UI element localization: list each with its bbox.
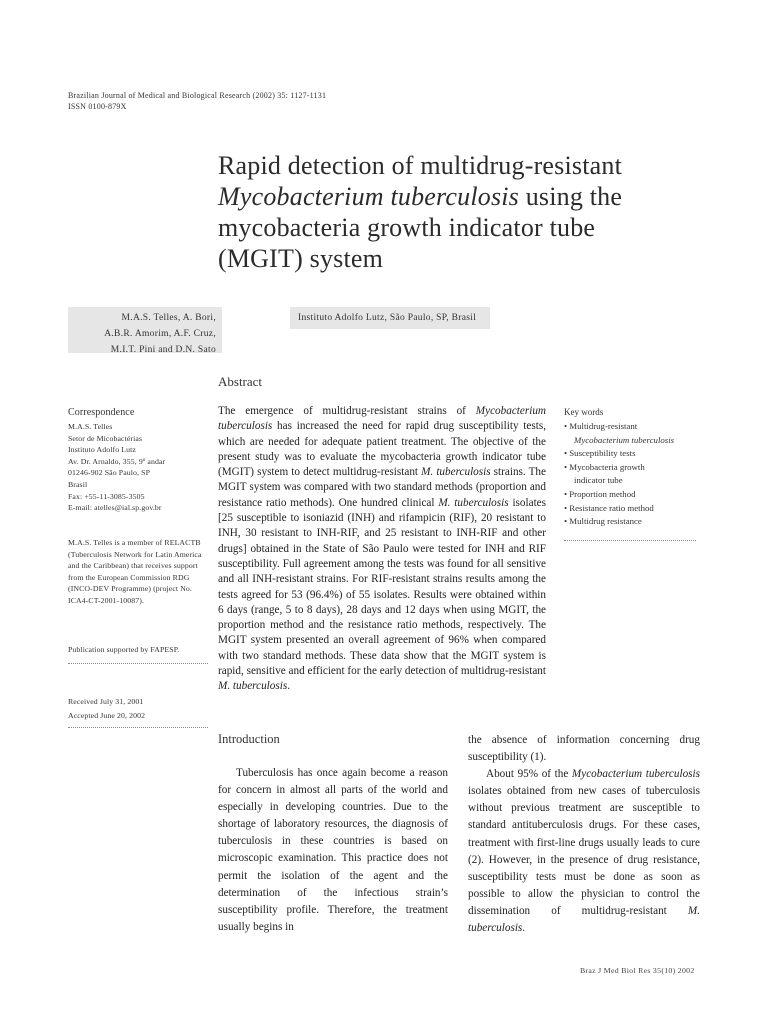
correspondence-address (68, 421, 208, 514)
keyword-item: • Mycobacteria growth (564, 461, 645, 472)
correspondence-line: Instituto Adolfo Lutz (68, 445, 136, 455)
keywords-divider-dots (564, 540, 696, 542)
intro-part: isolates obtained from new cases of tuberculosis without previous treatment are susceptible to standard antituberculosis drugs. For these cases, treatment with first-line drugs usually leads to cure (2). However, in the presence of drug resistance, susceptibility tests must be done as soon as possible to allow the physician to control the dissemination of multidrug-resistant (468, 785, 700, 917)
abstract-text (218, 404, 546, 695)
accepted-date: Accepted June 20, 2002 (68, 710, 146, 720)
intro-italic: M. tuberculosis (468, 904, 700, 935)
divider-dots (68, 663, 208, 665)
correspondence-line: Setor de Micobactérias (68, 433, 143, 443)
dates (68, 696, 208, 721)
keyword-item (564, 434, 714, 448)
authors (68, 310, 216, 358)
keyword-item: • Proportion method (564, 488, 636, 499)
relactb-note: M.A.S. Telles is a member of RELACTB (Tuberculosis Network for Latin America and the Caribbean) that receives support from the European Commission RDG (INCO-DEV Programme) (project No. ICA4-CT-2001-10087). (68, 538, 202, 605)
title-species: Mycobacterium tuberculosis (218, 182, 520, 211)
correspondence-line: Brasil (68, 479, 88, 489)
divider-dots (68, 727, 208, 729)
abstract-part: isolates [25 susceptible to isoniazid (INH) and rifampicin (RIF), 20 resistant to INH, 30 resistant to INH-RIF, and 25 resistant to INH-RIF and other drugs] obtained in the State of São Paulo were tested for INH and RIF susceptibility. Full agreement among the tests was found for all sensitive and all INH-resistant strains. For RIF-resistant strains results among the tests agreed for 53 (96.4%) of 55 isolates. Results were obtained within 6 days (range, 5 to 8 days), 28 days and 12 days when using MGIT, the proportion method and the resistance ratio methods, respectively. The MGIT system presented an overall agreement of 96% when compared with two standard methods. These data show that the MGIT system is rapid, sensitive and efficient for the early detection of multidrug-resistant (218, 496, 546, 678)
keyword-item: • Susceptibility tests (564, 448, 636, 459)
abstract-heading: Abstract (218, 374, 263, 389)
article-title (218, 150, 718, 274)
issn: ISSN 0100-879X (68, 102, 127, 111)
correspondence-line: 01246-902 São Paulo, SP (68, 468, 151, 478)
abstract-italic: M. tuberculosis (218, 680, 288, 693)
abstract-part: The emergence of multidrug-resistant strains of (218, 405, 476, 417)
title-line-3: mycobacteria growth indicator tube (218, 213, 596, 242)
title-line-2 (218, 181, 718, 212)
introduction-column-2 (468, 732, 700, 937)
correspondence-line: Av. Dr. Arnaldo, 355, 9º andar (68, 456, 166, 466)
keyword-item: indicator tube (574, 475, 623, 486)
keyword-italic: Mycobacterium tuberculosis (574, 434, 675, 445)
correspondence-heading: Correspondence (68, 407, 135, 418)
correspondence-line: Fax: +55-11-3085-3505 (68, 491, 145, 501)
received-date: Received July 31, 2001 (68, 697, 144, 706)
introduction-heading: Introduction (218, 732, 280, 746)
fapesp-note: Publication supported by FAPESP. (68, 645, 180, 654)
keywords-heading: Key words (564, 407, 604, 417)
keyword-item: • Resistance ratio method (564, 502, 654, 513)
abstract-part: strains. The MGIT system was compared with two standard methods (proportion and resistance ratio methods). One hundred clinical (218, 466, 546, 509)
institution: Instituto Adolfo Lutz, São Paulo, SP, Brasil (298, 313, 477, 323)
keyword-item: • Multidrug-resistant (564, 421, 638, 431)
authors-line-3: M.I.T. Pini and D.N. Sato (110, 345, 216, 355)
intro-paragraph: the absence of information concerning drug susceptibility (1). (468, 734, 700, 764)
introduction-column-1: Tuberculosis has once again become a reason for concern in almost all parts of the world and especially in developing countries. Due to the shortage of laboratory resources, the diagnosis of tuberculosis in these countries is based on microscopic examination. This practice does not permit the isolation of the agent and the determination of the infectious strain’s susceptibility profile. Therefore, the treatment usually begins in (218, 767, 448, 933)
intro-part: . (522, 922, 526, 935)
abstract-italic: M. tuberculosis (438, 496, 509, 509)
abstract-part: has increased the need for rapid drug susceptibility tests, which are needed for adequate patient treatment. The objective of the present study was to evaluate the mycobacteria growth indicator tube (MGIT) system to detect multidrug-resistant (218, 420, 546, 479)
correspondence-line: M.A.S. Telles (68, 422, 113, 431)
intro-part: About 95% of the (486, 768, 572, 781)
title-line-2-rest: using the (519, 182, 623, 211)
abstract-part: . (287, 680, 290, 693)
title-line-4: (MGIT) system (218, 244, 384, 273)
keyword-item: • Multidrug resistance (564, 516, 642, 527)
authors-line-2: A.B.R. Amorim, A.F. Cruz, (104, 329, 216, 339)
journal-header (68, 90, 326, 112)
abstract-italic: M. tuberculosis (421, 466, 491, 479)
correspondence-email: E-mail: atelles@ial.sp.gov.br (68, 503, 162, 513)
page-footer: Braz J Med Biol Res 35(10) 2002 (580, 966, 695, 975)
journal-citation: Brazilian Journal of Medical and Biological Research (2002) 35: 1127-1131 (68, 91, 327, 100)
intro-italic: Mycobacterium tuberculosis (571, 768, 700, 781)
keywords-list (564, 420, 714, 529)
intro-paragraph (468, 766, 700, 937)
abstract-italic: Mycobacterium tuberculosis (218, 405, 546, 433)
authors-line-1: M.A.S. Telles, A. Bori, (121, 313, 216, 323)
title-line-1: Rapid detection of multidrug-resistant (218, 151, 623, 180)
